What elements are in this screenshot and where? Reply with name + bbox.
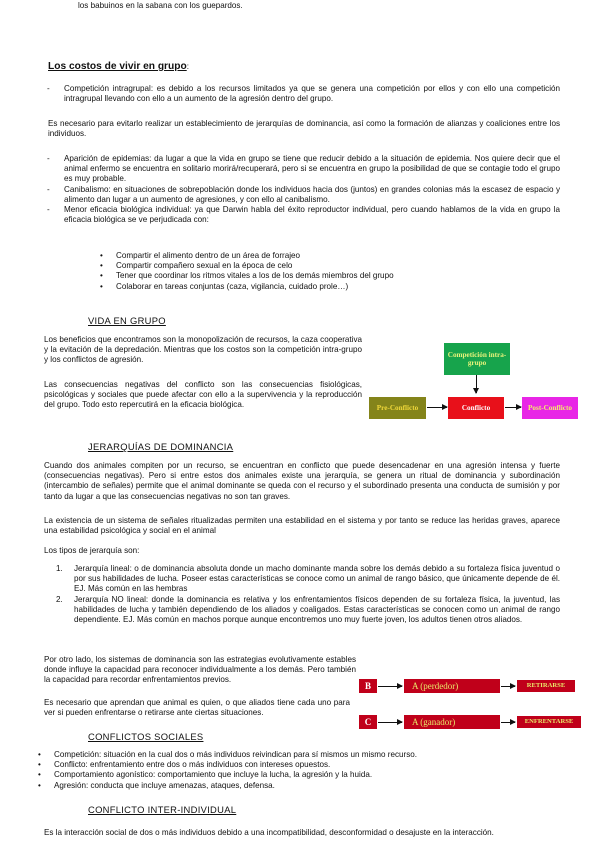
- bullet-item: • Conflicto: enfrentamiento entre dos o más individuos con intereses opuestos.: [36, 760, 560, 770]
- costos-title-colon: :: [186, 62, 189, 71]
- diagram-box-competicion: Competición intra-grupo: [444, 343, 510, 375]
- inter-title: CONFLICTO INTER-INDIVIDUAL: [88, 804, 237, 815]
- row-label-perdedor: A (perdedor): [404, 679, 500, 693]
- conflictos-list: [36, 750, 560, 791]
- bullet-item: • Comportamiento agonístico: comportamiento que incluye la lucha, la agresión y la huida.: [36, 770, 560, 780]
- row-action-enfrentarse: ENFRENTARSE: [517, 716, 581, 728]
- costos-title: Los costos de vivir en grupo: [48, 61, 187, 72]
- row-arrow-1a: [378, 686, 402, 687]
- jerarquias-title: JERARQUÍAS DE DOMINANCIA: [88, 441, 234, 452]
- diagram-arrow-down: [476, 375, 477, 393]
- costos-paragraph: Es necesario para evitarlo realizar un establecimiento de jerarquías de dominancia, así como la formación de alianzas y coaliciones entre los individuos.: [48, 119, 560, 139]
- jerarquias-paragraph-1: Cuando dos animales compiten por un recurso, se encuentran en conflicto que puede desencadenar en una agresión intensa y fuerte (consecuencias negativas). Pero si entre estos dos animales existe una jerarquía, se genera un ritual de dominancia y subordinación (intercambio de señales) permite que el animal dominante se queda con el recurso y el subordinado presenta una conducta de sumisión y por tanto da lugar a que las consecuencias negativas no son tan graves.: [44, 461, 560, 501]
- diagram-arrow-right-2: [505, 407, 521, 408]
- bullet-item: • Tener que coordinar los ritmos vitales a los de los demás miembros del grupo: [98, 271, 538, 281]
- conflictos-title: CONFLICTOS SOCIALES: [88, 731, 204, 742]
- list-item: - Competición intragrupal: es debido a los recursos limitados ya que se genera una competición por ellos y con ello una competición intragrupal llevando con ello a un aumento de la agresión dentro del grupo.: [44, 84, 560, 104]
- jerarquias-paragraph-4: Por otro lado, los sistemas de dominancia son las estrategias evolutivamente estables donde influye la capacidad para reconocer individualmente a los demás. Pero también la capacidad para recordar enfrentamientos previos.: [44, 655, 356, 685]
- row-letter-c: C: [359, 715, 377, 729]
- bullet-item: • Competición: situación en la cual dos o más individuos reivindican para sí mismos un mismo recurso.: [36, 750, 560, 760]
- costos-heading: [48, 62, 189, 72]
- costos-list-2: [44, 154, 560, 225]
- jerarquias-paragraph-2: La existencia de un sistema de señales ritualizadas permiten una estabilidad en el sistema y por tanto se reduce las heridas graves, aparece una estabilidad psicológica y social en el animal: [44, 516, 560, 536]
- vida-paragraph-2: Las consecuencias negativas del conflicto son las consecuencias fisiológicas, psicológicas y sociales que puede afectar con ello a la supervivencia y la reproducción del grupo. Todo esto repercutirá en la eficacia biológica.: [44, 380, 362, 410]
- list-item: - Menor eficacia biológica individual: ya que Darwin habla del éxito reproductor individual, pero cuando hablamos de la vida en grupo la eficacia biológica se ve perjudicada con:: [44, 205, 560, 225]
- vida-paragraph-1: Los beneficios que encontramos son la monopolización de recursos, la caza cooperativa y la evitación de la depredación. Mientras que los costos son la competición intra-grupo y los conflictos de agresión.: [44, 335, 362, 365]
- list-item: - Canibalismo: en situaciones de sobrepoblación donde los individuos hacia dos (juntos) en grandes colonias más la escasez de espacio y alimento dan lugar a un aumento de agresiones, y con ello al canibalismo.: [44, 185, 560, 205]
- list-item: - Aparición de epidemias: da lugar a que la vida en grupo se tiene que reducir debido a la situación de epidemia. Nos quiere decir que el animal enfermo se encuentra en solitario morirá/recuperará, pero si se encuentra en grupo la posibilidad de que se contagie todo el grupo es muy probable.: [44, 154, 560, 185]
- diagram-box-post-conflicto: Post-Conflicto: [522, 397, 578, 419]
- bullet-item: • Colaborar en tareas conjuntas (caza, vigilancia, cuidado prole…): [98, 282, 538, 292]
- jerarquias-paragraph-5: Es necesario que aprendan que animal es quien, o que aliados tiene cada uno para ver si pueden enfrentarse o retirarse ante ciertas situaciones.: [44, 698, 350, 718]
- list-item: 2. Jerarquía NO lineal: donde la dominancia es relativa y los enfrentamientos físicos dependen de su fortaleza física, la juventud, las habilidades de lucha y también dependiendo de los aliados y coaligados. Estas características se conocen como un animal de rango dependiente. EJ. Más común en machos porque aunque encontremos uno muy fuerte joven, los adultos tienen otros aliados.: [56, 594, 560, 625]
- costos-bullets: [98, 251, 538, 292]
- jerarquia-types-list: [44, 564, 560, 625]
- bullet-item: • Agresión: conducta que incluye amenazas, ataques, defensa.: [36, 781, 560, 791]
- row-arrow-2a: [378, 722, 402, 723]
- bullet-item: • Compartir el alimento dentro de un área de forrajeo: [98, 251, 538, 261]
- diagram-box-pre-conflicto: Pre-Conflicto: [369, 397, 426, 419]
- row-arrow-1b: [501, 686, 515, 687]
- row-letter-b: B: [359, 679, 377, 693]
- diagram-box-conflicto: Conflicto: [448, 397, 504, 419]
- list-item: 1. Jerarquía lineal: o de dominancia absoluta donde un macho dominante manda sobre los demás debido a su fortaleza física juventud o por sus habilidades de lucha. Poseer estas características se conoce como un animal de rango básico, que únicamente depende de él. EJ. Más común en las hembras: [56, 564, 560, 594]
- costos-list-1: [44, 84, 560, 104]
- inter-paragraph: Es la interacción social de dos o más individuos debido a una incompatibilidad, desconformidad o desajuste en la interacción.: [44, 828, 494, 837]
- top-text-line: los babuinos en la sabana con los guepardos.: [78, 1, 243, 10]
- bullet-item: • Compartir compañero sexual en la época de celo: [98, 261, 538, 271]
- row-label-ganador: A (ganador): [404, 715, 500, 729]
- diagram-arrow-right-1: [427, 407, 447, 408]
- row-arrow-2b: [501, 722, 515, 723]
- vida-title: VIDA EN GRUPO: [88, 315, 166, 326]
- row-action-retirarse: RETIRARSE: [517, 680, 575, 692]
- jerarquias-paragraph-3: Los tipos de jerarquía son:: [44, 546, 140, 555]
